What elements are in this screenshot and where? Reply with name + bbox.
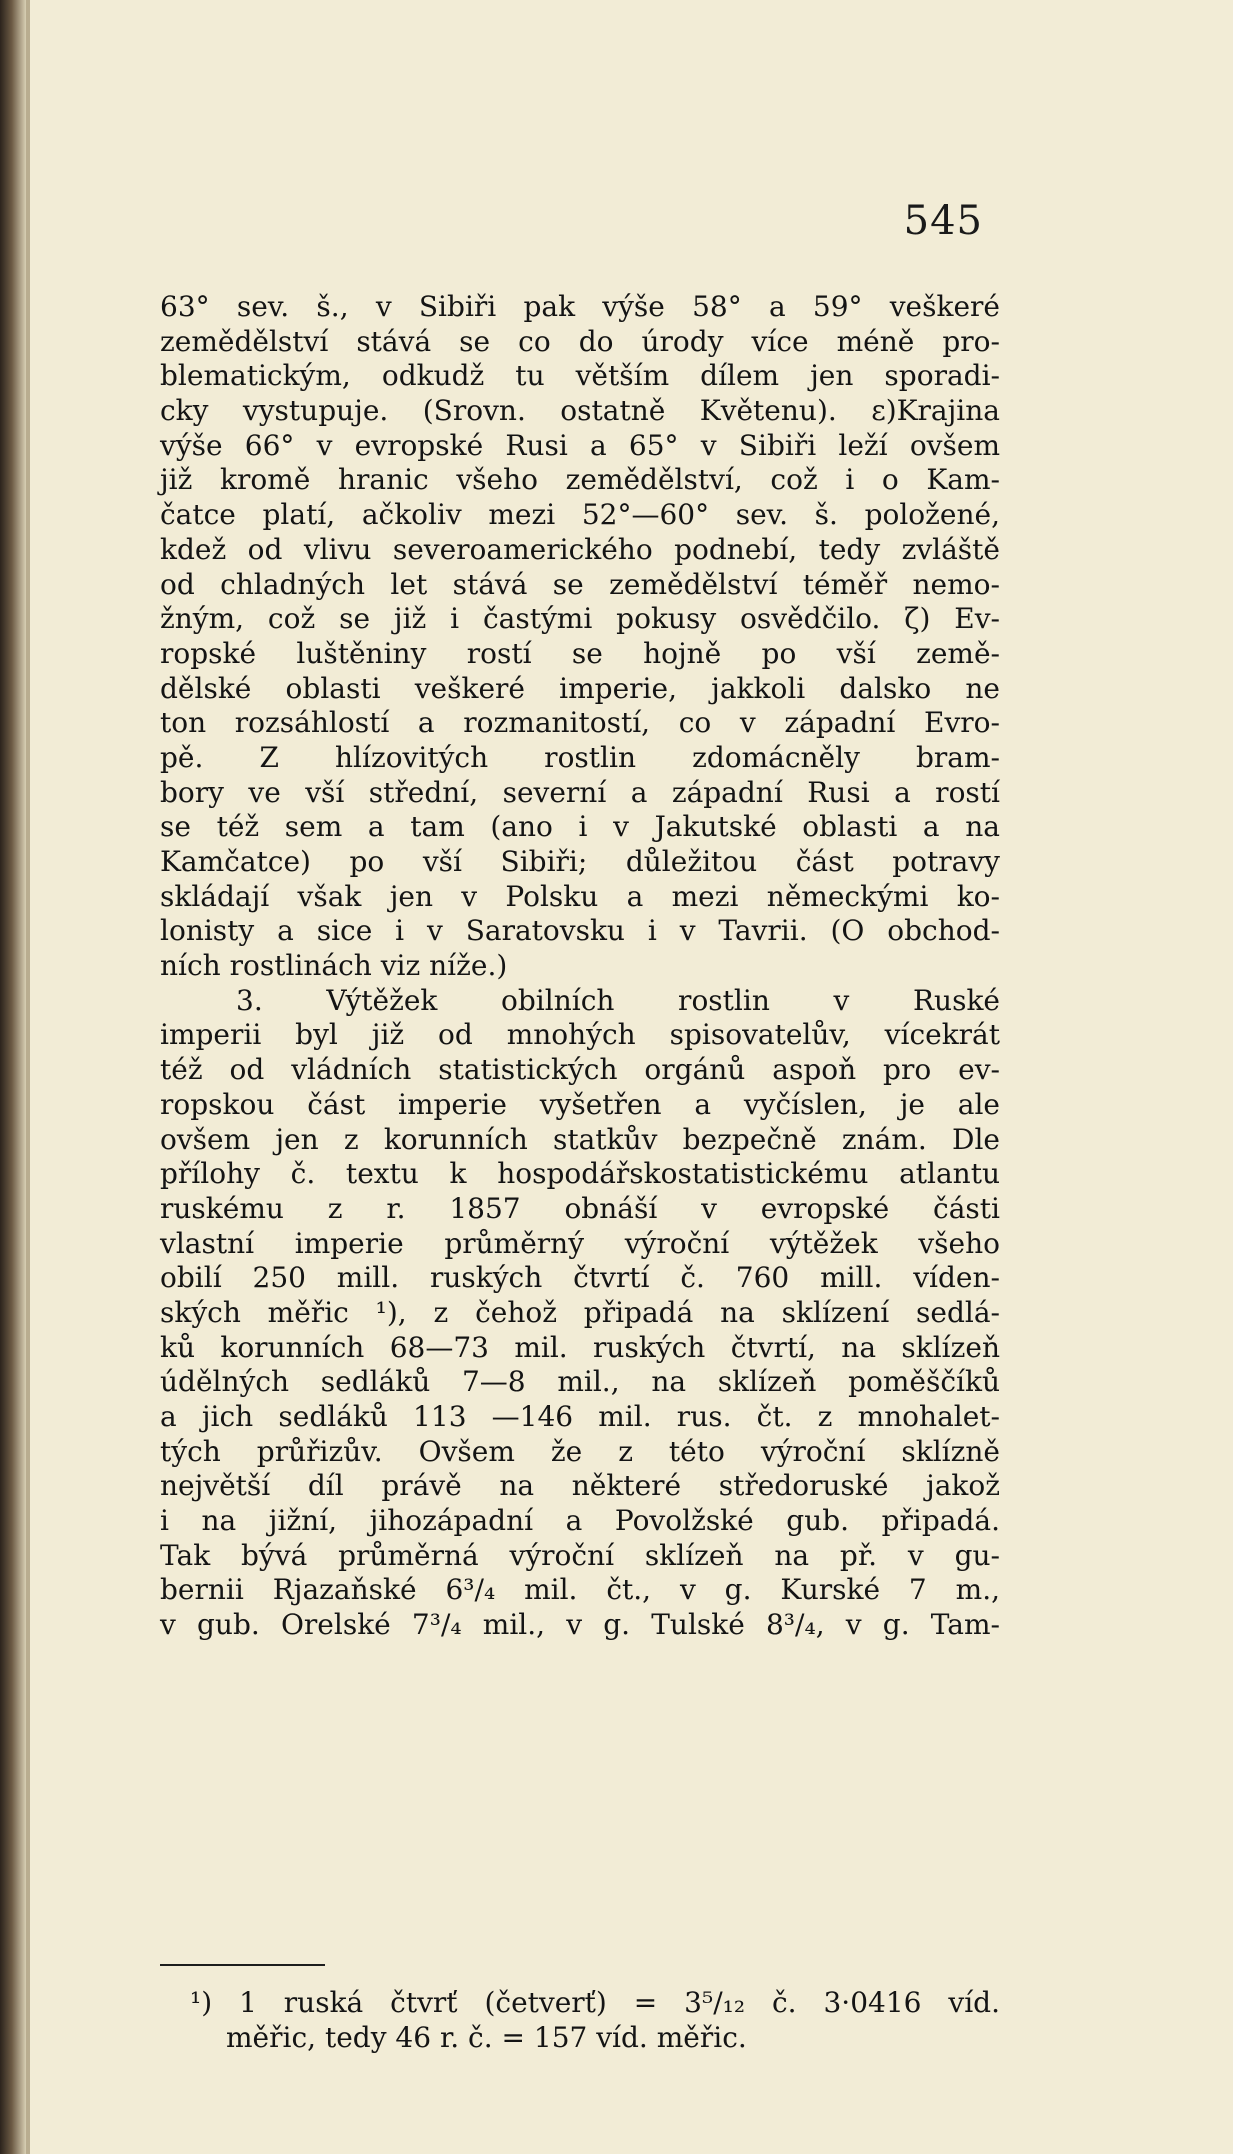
- text-line: tých průřizův. Ovšem že z této výroční sklízně: [160, 1434, 1000, 1468]
- text-line: se též sem a tam (ano i v Jakutské oblasti a na: [160, 810, 1000, 844]
- text-line: zemědělství stává se co do úrody více méně pro-: [160, 324, 1000, 358]
- page-binding-edge: [0, 0, 26, 2154]
- text-line: přílohy č. textu k hospodářskostatistickému atlantu: [160, 1157, 1000, 1191]
- text-line: největší díl právě na některé středoruské jakož: [160, 1469, 1000, 1503]
- text-line: Kamčatce) po vší Sibiři; důležitou část potravy: [160, 845, 1000, 878]
- body-text: [160, 290, 1000, 1643]
- text-line: v gub. Orelské 7³/₄ mil., v g. Tulské 8³/₄, v g. Tam-: [160, 1608, 1000, 1642]
- text-line: též od vládních statistických orgánů aspoň pro ev-: [160, 1053, 1000, 1087]
- text-line: ropskou část imperie vyšetřen a vyčíslen, je ale: [160, 1087, 1000, 1121]
- text-line: výše 66° v evropské Rusi a 65° v Sibiři leží ovšem: [160, 428, 1000, 462]
- text-line: pě. Z hlízovitých rostlin zdomácněly bram-: [160, 740, 1000, 774]
- text-line: již kromě hranic všeho zemědělství, což i o Kam-: [160, 463, 1000, 497]
- text-line: a jich sedláků 113 —146 mil. rus. čt. z mnohalet-: [160, 1400, 1000, 1433]
- text-line: vlastní imperie průměrný výroční výtěžek všeho: [160, 1226, 1000, 1260]
- text-line: lonisty a sice i v Saratovsku i v Tavrii. (O obchod-: [160, 914, 1000, 948]
- text-line: dělské oblasti veškeré imperie, jakkoli dalsko ne: [160, 671, 1000, 705]
- text-line: bernii Rjazaňské 6³/₄ mil. čt., v g. Kurské 7 m.,: [160, 1573, 1000, 1607]
- text-line: Tak bývá průměrná výroční sklízeň na př. v gu-: [160, 1538, 1000, 1572]
- text-line: ních rostlinách viz níže.): [160, 949, 508, 983]
- text-line: ovšem jen z korunních statkův bezpečně znám. Dle: [160, 1122, 1000, 1156]
- text-line: ských měřic ¹), z čehož připadá na sklízení sedlá-: [160, 1295, 1000, 1329]
- text-line: i na jižní, jihozápadní a Povolžské gub. připadá.: [160, 1504, 1000, 1538]
- text-line: ton rozsáhlostí a rozmanitostí, co v západní Evro-: [160, 706, 1000, 740]
- text-line: 63° sev. š., v Sibiři pak výše 58° a 59° veškeré: [160, 290, 1000, 323]
- text-line: ropské luštěniny rostí se hojně po vší země-: [160, 636, 1000, 670]
- text-line: ků korunních 68—73 mil. ruských čtvrtí, na sklízeň: [160, 1330, 1000, 1364]
- footnote-rule: [160, 1964, 325, 1966]
- footnote-line: měřic, tedy 46 r. č. = 157 víd. měřic.: [226, 2021, 747, 2054]
- text-line: kdež od vlivu severoamerického podnebí, tedy zvláště: [160, 532, 1000, 566]
- page-number: 545: [903, 198, 983, 244]
- text-line: imperii byl již od mnohých spisovatelův, vícekrát: [160, 1018, 1000, 1052]
- footnote: [190, 1985, 1000, 2055]
- page-gutter: [26, 0, 30, 2154]
- text-line: ruskému z r. 1857 obnáší v evropské části: [160, 1191, 1000, 1225]
- text-line: skládají však jen v Polsku a mezi německými ko-: [160, 879, 1000, 913]
- footnote-line: ¹) 1 ruská čtvrť (četverť) = 3⁵/₁₂ č. 3·0416 víd.: [190, 1986, 1000, 2019]
- text-line: údělných sedláků 7—8 mil., na sklízeň poměščíků: [160, 1365, 1000, 1399]
- text-line: blematickým, odkudž tu větším dílem jen sporadi-: [160, 359, 1000, 393]
- text-line: bory ve vší střední, severní a západní Rusi a rostí: [160, 775, 1000, 809]
- section-heading-line: 3. Výtěžek obilních rostlin v Ruské: [236, 983, 1000, 1017]
- text-line: od chladných let stává se zemědělství téměř nemo-: [160, 567, 1000, 601]
- text-line: obilí 250 mill. ruských čtvrtí č. 760 mill. víden-: [160, 1261, 1000, 1295]
- text-line: žným, což se již i častými pokusy osvědčilo. ζ) Ev-: [160, 602, 1000, 636]
- text-line: cky vystupuje. (Srovn. ostatně Květenu). ε)Krajina: [160, 394, 1000, 428]
- text-line: čatce platí, ačkoliv mezi 52°—60° sev. š. položené,: [160, 498, 1000, 532]
